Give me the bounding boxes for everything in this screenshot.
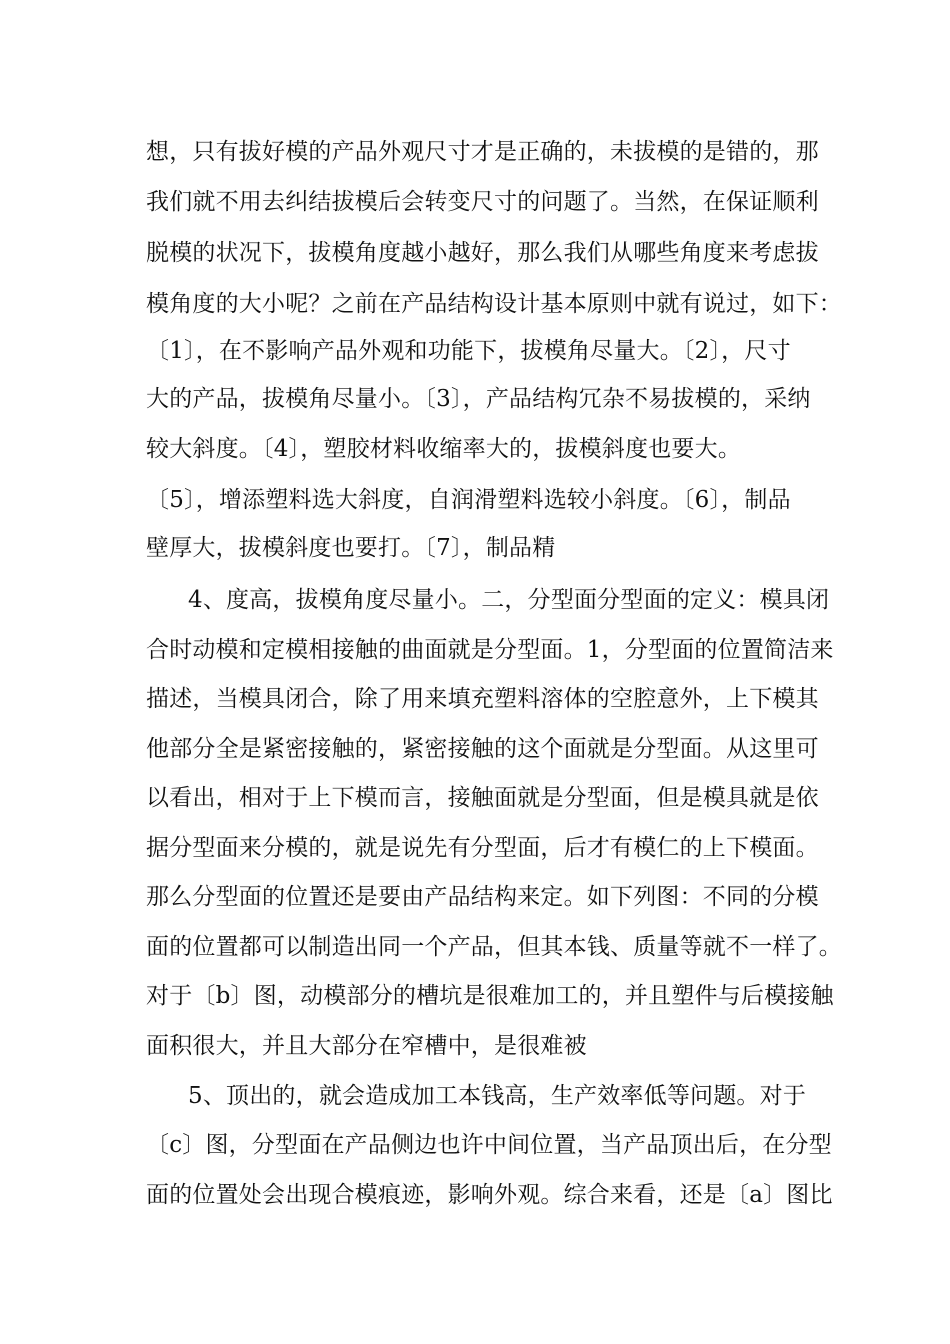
paragraph-1-line-9: 壁厚大，拔模斜度也要打。〔7〕，制品精 <box>146 535 556 561</box>
paragraph-1-line-6: 大的产品，拔模角尽量小。〔3〕，产品结构冗杂不易拔模的，采纳 <box>146 386 811 412</box>
paragraph-2-line-7: 那么分型面的位置还是要由产品结构来定。如下列图：不同的分模 <box>146 884 819 910</box>
paragraph-3-line-1: 5、顶出的，就会造成加工本钱高，生产效率低等问题。对于 <box>188 1083 807 1109</box>
paragraph-1-line-2: 我们就不用去纠结拔模后会转变尺寸的问题了。当然，在保证顺利 <box>146 189 819 215</box>
paragraph-1-line-7: 较大斜度。〔4〕，塑胶材料收缩率大的，拔模斜度也要大。 <box>146 436 742 462</box>
paragraph-1-line-1: 想，只有拔好模的产品外观尺寸才是正确的，未拔模的是错的，那 <box>146 139 819 165</box>
paragraph-2-line-8: 面的位置都可以制造出同一个产品，但其本钱、质量等就不一样了。 <box>146 934 842 960</box>
paragraph-2-line-4: 他部分全是紧密接触的，紧密接触的这个面就是分型面。从这里可 <box>146 736 819 762</box>
paragraph-1-line-5: 〔1〕，在不影响产品外观和功能下，拔模角尽量大。〔2〕，尺寸 <box>146 338 791 364</box>
paragraph-3-line-2: 〔c〕图，分型面在产品侧边也许中间位置，当产品顶出后，在分型 <box>146 1132 832 1158</box>
paragraph-2-line-3: 描述，当模具闭合，除了用来填充塑料溶体的空腔意外，上下模其 <box>146 686 819 712</box>
paragraph-1-line-3: 脱模的状况下，拔模角度越小越好，那么我们从哪些角度来考虑拔 <box>146 240 819 266</box>
paragraph-2-line-6: 据分型面来分模的，就是说先有分型面，后才有模仁的上下模面。 <box>146 835 819 861</box>
paragraph-2-line-9: 对于〔b〕图，动模部分的槽坑是很难加工的，并且塑件与后模接触 <box>146 983 834 1009</box>
paragraph-2-line-2: 合时动模和定模相接触的曲面就是分型面。1，分型面的位置简洁来 <box>146 637 834 663</box>
paragraph-2-line-10: 面积很大，并且大部分在窄槽中，是很难被 <box>146 1033 587 1059</box>
paragraph-1-line-4: 模角度的大小呢？之前在产品结构设计基本原则中就有说过，如下： <box>146 291 842 317</box>
paragraph-2-line-5: 以看出，相对于上下模而言，接触面就是分型面，但是模具就是依 <box>146 785 819 811</box>
paragraph-3-line-3: 面的位置处会出现合模痕迹，影响外观。综合来看，还是〔a〕图比 <box>146 1182 833 1208</box>
paragraph-2-line-1: 4、度高，拔模角度尽量小。二，分型面分型面的定义：模具闭 <box>188 587 830 613</box>
paragraph-1-line-8: 〔5〕，增添塑料选大斜度，自润滑塑料选较小斜度。〔6〕，制品 <box>146 487 791 513</box>
